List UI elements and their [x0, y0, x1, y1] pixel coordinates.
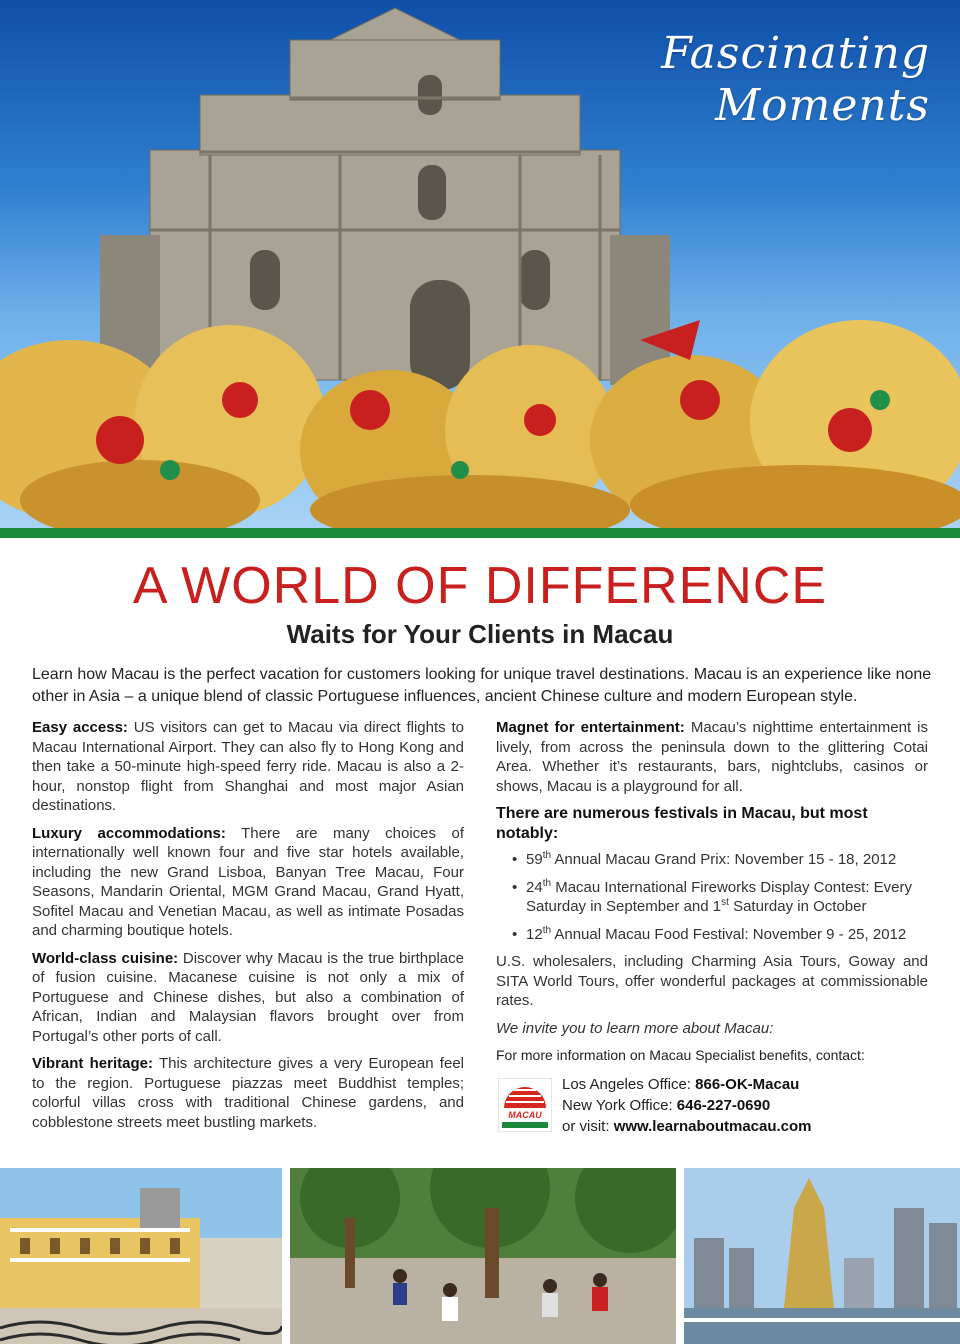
hero-image	[0, 0, 960, 528]
ny-office-label: New York Office:	[562, 1096, 677, 1114]
paragraph-text: Macau’s nighttime entertainment is lively, from across the peninsula down to the glittering Cotai Area. Whether it’s restaurants, bars, nightclubs, casinos or shows, Macau is a playground for all.	[496, 719, 928, 795]
entertainment-paragraph	[496, 718, 928, 796]
cuisine-paragraph	[32, 949, 464, 1047]
title-line-2: Moments	[715, 80, 930, 131]
photo-tai-chi-park	[290, 1168, 676, 1344]
logo-wordmark: MACAU	[508, 1109, 542, 1120]
festival-list	[512, 850, 928, 944]
contact-block	[496, 1074, 928, 1140]
photo-skyline	[684, 1168, 960, 1344]
headline: A WORLD OF DIFFERENCE	[132, 557, 828, 615]
festival-number: 59	[526, 851, 543, 868]
paragraph-text: US visitors can get to Macau via direct flights to Macau International Airport. They can also fly to Hong Kong and then take a 50-minute high-speed ferry ride. Macau is also a 2-hour, nonstop flight from Shanghai and most major Asian destinations.	[32, 719, 464, 814]
ordinal-suffix: st	[721, 897, 729, 908]
website-link[interactable]: www.learnaboutmacau.com	[613, 1117, 812, 1135]
paragraph-text: Discover why Macau is the true birthplace of fusion cuisine. Macanese cuisine is not only a mix of Portuguese and Chinese dishes, but also a combination of African, Indian and Malaysian flavors brought over from Portugal’s other ports of call.	[32, 949, 464, 1045]
ordinal-suffix: th	[542, 924, 552, 936]
festival-text: Saturday in October	[728, 898, 867, 915]
paragraph-text: There are many choices of internationally well known four and five star hotels available, including the new Grand Lisboa, Banyan Tree Macau, Four Seasons, Mandarin Oriental, MGM Grand Macau, Grand Hyatt, Sofitel Macau and Venetian Macau, as well as intimate Posadas and charming boutique hotels.	[32, 824, 464, 939]
right-column	[496, 718, 928, 1140]
paragraph-label: Magnet for entertainment:	[496, 719, 685, 736]
la-office	[562, 1074, 812, 1095]
la-office-label: Los Angeles Office:	[562, 1075, 696, 1093]
paragraph-text: This architecture gives a very European feel to the region. Portuguese piazzas meet Buddhist temples; colorful villas cross with traditional Chinese gardens, and cobblestone streets meet bustling markets.	[32, 1055, 464, 1131]
green-divider	[0, 528, 960, 538]
easy-access-paragraph	[32, 718, 464, 816]
macau-logo-icon	[498, 1078, 552, 1132]
website-label: or visit:	[562, 1117, 614, 1135]
festival-number: 24	[526, 878, 543, 896]
festival-item	[512, 850, 928, 870]
wholesalers-paragraph: U.S. wholesalers, including Charming Asia Tours, Goway and SITA World Tours, offer wonderful packages at commissionable rates.	[496, 953, 928, 1009]
festival-text: Annual Macau Grand Prix: November 15 - 18, 2012	[551, 851, 897, 868]
ordinal-suffix: th	[542, 877, 552, 889]
photo-senado-square	[0, 1168, 282, 1344]
ny-office-phone: 646-227-0690	[676, 1096, 771, 1114]
contact-lead: For more information on Macau Specialist benefits, contact:	[496, 1047, 865, 1063]
paragraph-label: Vibrant heritage:	[32, 1055, 153, 1072]
festival-item	[512, 878, 928, 917]
subheadline: Waits for Your Clients in Macau	[286, 619, 674, 649]
la-office-phone: 866-OK-Macau	[695, 1075, 800, 1093]
festival-number: 12	[526, 925, 543, 943]
invite-line: We invite you to learn more about Macau:	[496, 1019, 774, 1037]
festival-text: Annual Macau Food Festival: November 9 - 25, 2012	[551, 925, 907, 943]
paragraph-label: Luxury accommodations:	[32, 824, 226, 842]
festivals-heading: There are numerous festivals in Macau, but most notably:	[496, 805, 868, 842]
left-column	[32, 718, 464, 1140]
festival-item	[512, 925, 928, 945]
paragraph-label: Easy access:	[32, 719, 128, 736]
paragraph-label: World-class cuisine:	[32, 949, 179, 967]
contact-lines	[562, 1074, 812, 1137]
festival-text: Macau International Fireworks Display Contest: Every Saturday in September and 1	[526, 878, 913, 915]
title-line-1: Fascinating	[661, 28, 930, 79]
website	[562, 1116, 812, 1137]
bottom-photo-strip	[0, 1168, 960, 1344]
accommodations-paragraph	[32, 824, 464, 941]
ny-office	[562, 1095, 812, 1116]
heritage-paragraph	[32, 1054, 464, 1132]
hero-script-title	[661, 28, 930, 132]
ordinal-suffix: th	[542, 850, 552, 861]
intro-paragraph: Learn how Macau is the perfect vacation for customers looking for unique travel destinations. Macau is an experience like none other in Asia – a unique blend of classic Portuguese influences, ancient Chinese culture and modern European style.	[32, 666, 932, 705]
